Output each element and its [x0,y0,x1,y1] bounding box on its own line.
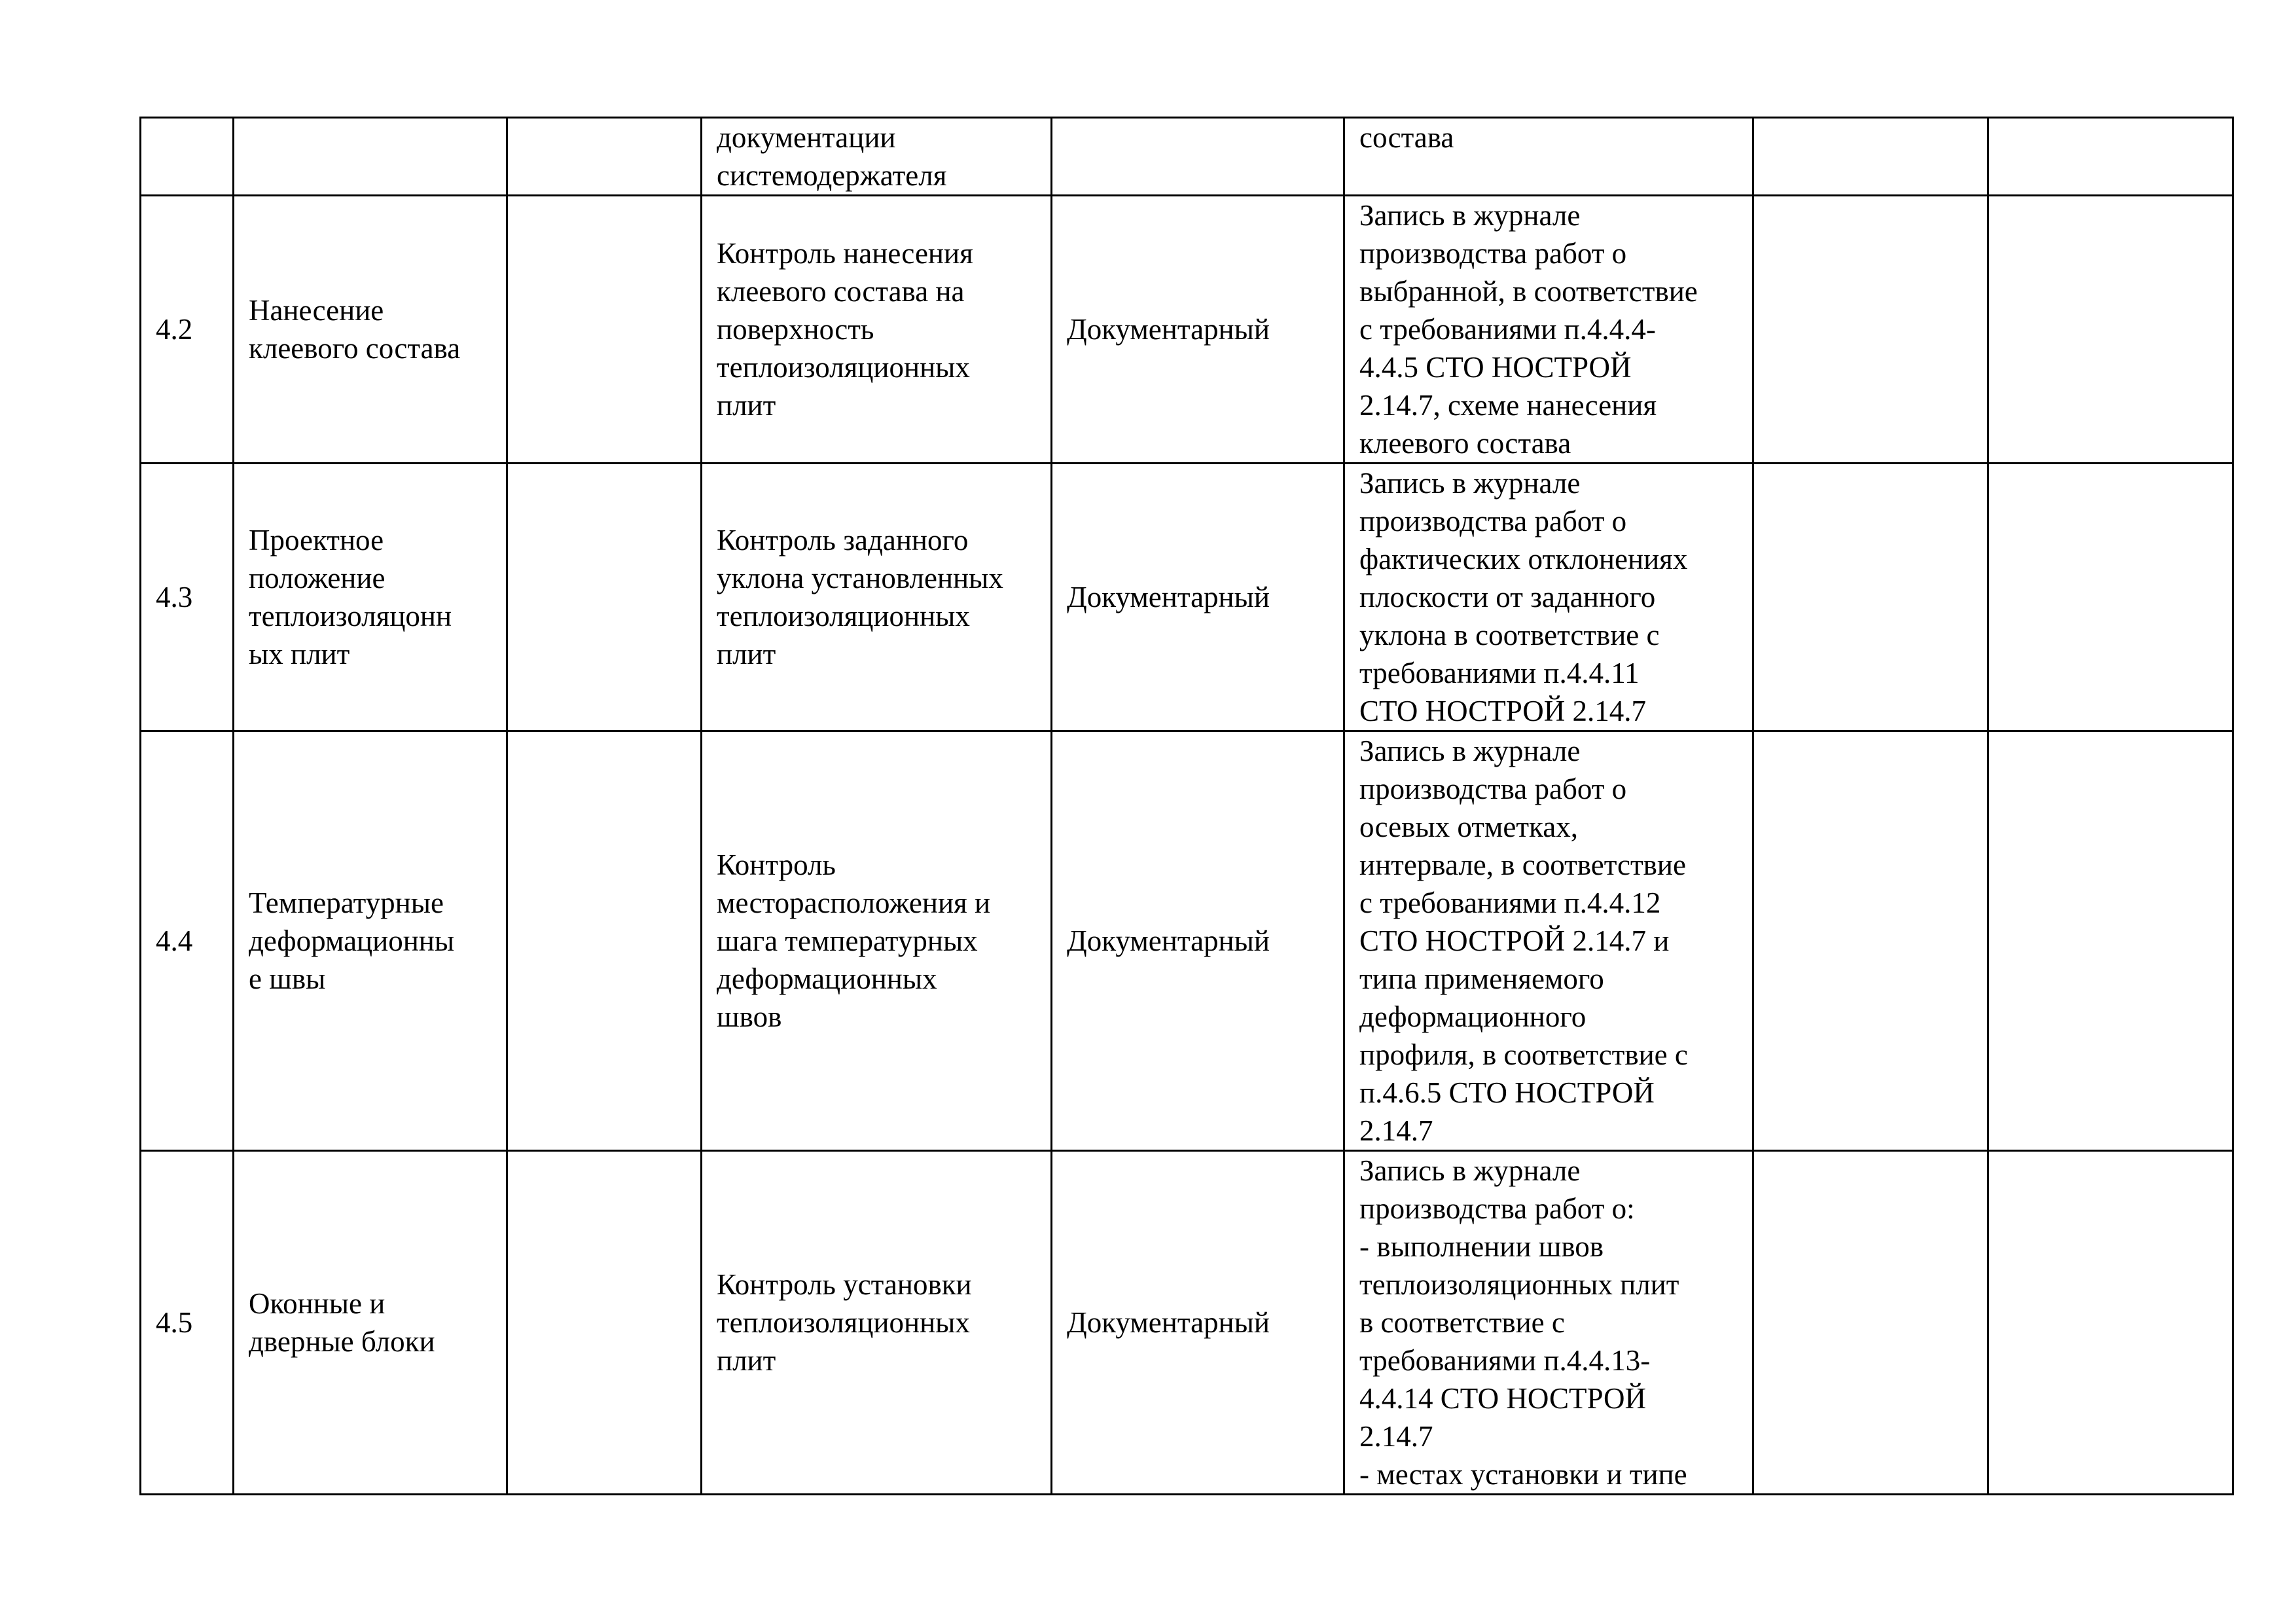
requirement-cell [702,1151,1052,1495]
table-cell [1988,464,2233,731]
table-cell [1988,118,2233,196]
table-row [141,196,2233,464]
table-cell [1052,118,1344,196]
document-text: Запись в журнале производства работ о осевых отметках, интервале, в соответствие с требованиями п.4.4.12 СТО НОСТРОЙ 2.14.7 и типа применяемого деформационного профиля, в соответствие с п.4.6.5 СТО НОСТРОЙ 2.14.7 [1359,735,1688,1147]
document-cell [1344,118,1753,196]
table-cell [1753,118,1988,196]
row-number-cell [141,464,234,731]
requirement-cell [702,118,1052,196]
method-text: Документарный [1067,924,1270,957]
table-cell [1988,196,2233,464]
table-cell [234,118,507,196]
document-text: Запись в журнале производства работ о: - выполнении швов теплоизоляционных плит в соответствие с требованиями п.4.4.13- 4.4.14 СТО НОСТРОЙ 2.14.7 - местах установки и типе [1359,1154,1687,1491]
requirement-text: Контроль установки теплоизоляционных плит [717,1268,972,1377]
method-text: Документарный [1067,1306,1270,1339]
row-number: 4.3 [156,581,193,613]
object-text: Температурные деформационны е швы [249,886,455,995]
row-number-cell [141,1151,234,1495]
object-cell [234,1151,507,1495]
method-cell [1052,464,1344,731]
object-cell [234,731,507,1151]
document-cell [1344,731,1753,1151]
document-cell [1344,196,1753,464]
table-cell [141,118,234,196]
table-cell [1753,196,1988,464]
requirement-text: Контроль нанесения клеевого состава на поверхность теплоизоляционных плит [717,237,973,422]
requirement-text: Контроль заданного уклона установленных теплоизоляционных плит [717,524,1003,670]
document-text: состава [1359,121,1454,154]
object-text: Оконные и дверные блоки [249,1287,435,1358]
object-cell [234,464,507,731]
table-cell [507,1151,702,1495]
table-cell [1753,1151,1988,1495]
document-text: Запись в журнале производства работ о выбранной, в соответствие с требованиями п.4.4.4- 4.4.5 СТО НОСТРОЙ 2.14.7, схеме нанесения клеевого состава [1359,199,1698,460]
requirement-text: документации системодержателя [717,121,947,192]
table-cell [507,731,702,1151]
table-cell [507,118,702,196]
method-cell [1052,1151,1344,1495]
row-number: 4.5 [156,1306,193,1339]
method-cell [1052,196,1344,464]
requirement-cell [702,196,1052,464]
requirement-cell [702,464,1052,731]
method-cell [1052,731,1344,1151]
table-cell [507,196,702,464]
table-row [141,464,2233,731]
method-text: Документарный [1067,313,1270,346]
document-cell [1344,464,1753,731]
table-cell [1753,731,1988,1151]
object-cell [234,196,507,464]
row-number-cell [141,196,234,464]
row-number: 4.4 [156,924,193,957]
table-cell [507,464,702,731]
inspection-table [139,117,2234,1495]
table-cell [1988,1151,2233,1495]
requirement-text: Контроль месторасположения и шага температурных деформационных швов [717,848,991,1033]
table-row [141,1151,2233,1495]
object-text: Проектное положение теплоизоляцонн ых плит [249,524,452,670]
row-number: 4.2 [156,313,193,346]
table-cell [1988,731,2233,1151]
table-cell [1753,464,1988,731]
document-cell [1344,1151,1753,1495]
row-number-cell [141,731,234,1151]
document-text: Запись в журнале производства работ о фактических отклонениях плоскости от заданного уклона в соответствие с требованиями п.4.4.11 СТО НОСТРОЙ 2.14.7 [1359,467,1688,727]
table-row [141,731,2233,1151]
object-text: Нанесение клеевого состава [249,294,461,365]
table-row [141,118,2233,196]
requirement-cell [702,731,1052,1151]
method-text: Документарный [1067,581,1270,613]
